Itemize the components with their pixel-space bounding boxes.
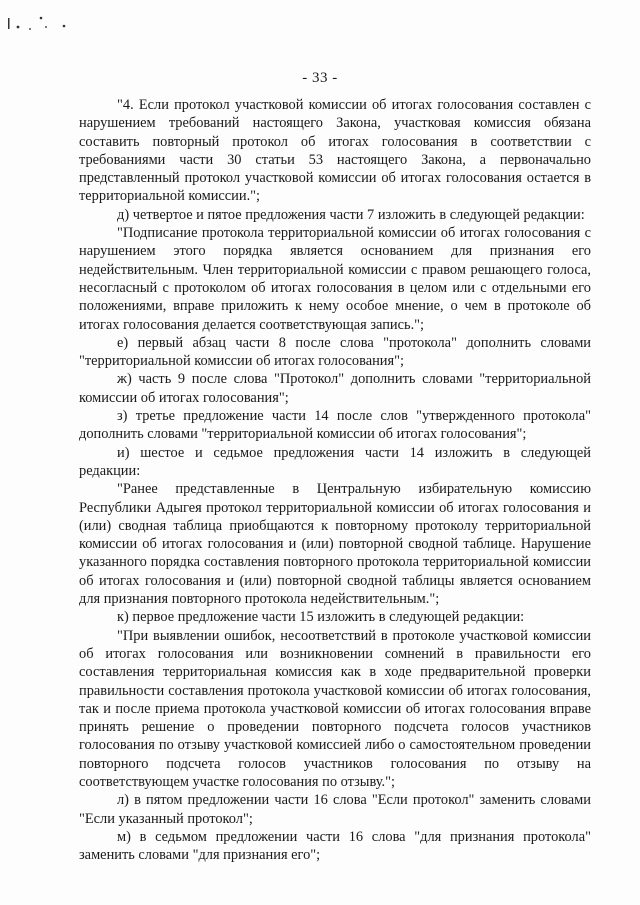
paragraph: "Ранее представленные в Центральную избирательную комиссию Республики Адыгея протокол территориальной комиссии об итогах голосования и (или) сводная таблица приобщаются к повторному протоколу территориальной комиссии об итогах голосования и (или) повторной сводной таблице. Нарушение указанного порядка составления повторного протокола территориальной комиссии об итогах голосования и (или) повторной сводной таблицы является основанием для признания повторного протокола недействительным."; [79,481,591,608]
paragraph: м) в седьмом предложении части 16 слова "для признания протокола" заменить словами "для признания его"; [79,828,591,864]
paragraph: л) в пятом предложении части 16 слова "Если протокол" заменить словами "Если указанный протокол"; [79,792,591,827]
paragraph: з) третье предложение части 14 после слов "утвержденного протокола" дополнить словами "территориальной комиссии об итогах голосования"; [79,408,591,443]
paragraph: "При выявлении ошибок, несоответствий в протоколе участковой комиссии об итогах голосования или возникновении сомнений в правильности его составления территориальная комиссия как в ходе предварительной проверки правильности составления протокола участковой комиссии об итогах голосования, так и после приема протокола участковой комиссии об итогах голосования вправе принять решение о проведении повторного подсчета голосов участников голосования по отзыву участковой комиссией либо о самостоятельном проведении повторного подсчета голосов участников голосования по отзыву на соответствующем участке голосования по отзыву."; [79,627,591,790]
paragraph: "4. Если протокол участковой комиссии об итогах голосования составлен с нарушением требований настоящего Закона, участковая комиссия обязана составить повторный протокол об итогах голосования в соответствии с требованиями части 30 статьи 53 настоящего Закона, а первоначально представленный протокол участковой комиссии об итогах голосования остается в территориальной комиссии."; [79,97,591,205]
paragraph: "Подписание протокола территориальной комиссии об итогах голосования с нарушением этого порядка является основанием для признания его недействительным. Член территориальной комиссии с правом решающего голоса, несогласный с протоколом об итогах голосования в целом или с отдельными его положениями, вправе приложить к нему особое мнение, о чем в протоколе об итогах голосования делается соответствующая запись."; [79,225,591,333]
paragraph: к) первое предложение части 15 изложить в следующей редакции: [117,609,525,626]
page-number: - 33 - [302,70,338,86]
scan-specks [6,14,76,34]
paragraph: е) первый абзац части 8 после слова "протокола" дополнить словами "территориальной комиссии об итогах голосования"; [79,334,591,370]
paragraph: д) четвертое и пятое предложения части 7 изложить в следующей редакции: [117,206,585,223]
paragraph: и) шестое и седьмое предложения части 14 изложить в следующей редакции: [79,444,591,479]
paragraph: ж) часть 9 после слова "Протокол" дополнить словами "территориальной комиссии об итогах голосования"; [79,371,591,406]
document-body [79,96,591,864]
